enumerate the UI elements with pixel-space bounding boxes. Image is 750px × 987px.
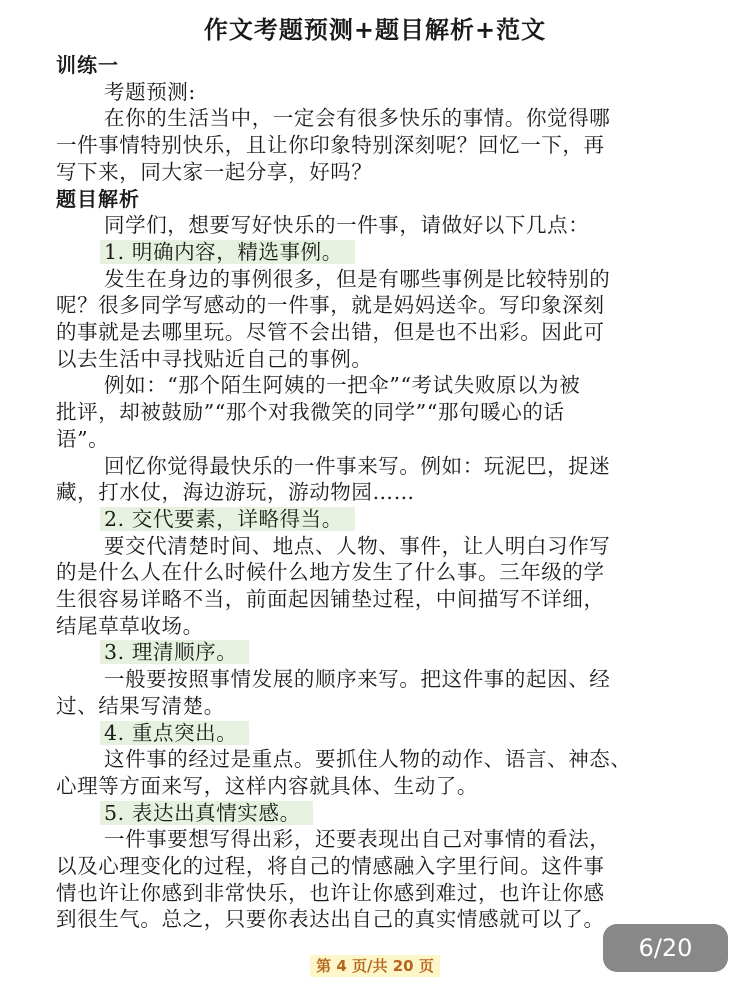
line-text: 2. 交代要素，详略得当。: [100, 507, 355, 531]
line-text: 发生在身边的事例很多，但是有哪些事例是比较特别的: [104, 266, 611, 291]
line-text: 训练一: [56, 53, 119, 77]
line-text: 这件事的经过是重点。要抓住人物的动作、语言、神态、: [104, 747, 632, 772]
paragraph-line: [56, 852, 605, 880]
line-text: 的是什么人在什么时候什么地方发生了什么事。三年级的学: [56, 560, 605, 585]
line-text: 题目解析: [56, 186, 140, 211]
line-text: 批评，却被鼓励”“那个对我微笑的同学”“那句暖心的话: [56, 400, 565, 425]
line-text: 以去生活中寻找贴近自己的事例。: [56, 346, 373, 371]
line-text: 藏，打水仗，海边游玩，游动物园……: [56, 480, 415, 505]
page-indicator-badge[interactable]: 6/20: [603, 924, 728, 972]
line-text: 同学们，想要写好快乐的一件事，请做好以下几点：: [104, 213, 590, 238]
line-text: 一般要按照事情发展的顺序来写。把这件事的起因、经: [104, 667, 611, 692]
line-text: 呢？很多同学写感动的一件事，就是妈妈送伞。写印象深刻: [56, 293, 605, 318]
paragraph-first-line: [104, 745, 632, 773]
paragraph-line: [56, 692, 225, 720]
paragraph-line: [56, 158, 373, 186]
paragraph-first-line: [104, 104, 610, 132]
paragraph-line: [56, 905, 605, 933]
line-text: 语”。: [56, 426, 110, 451]
paragraph-first-line: [104, 452, 610, 480]
line-text: 心理等方面来写，这样内容就具体、生动了。: [56, 773, 478, 798]
key-point: [104, 505, 355, 533]
key-point: [104, 719, 249, 747]
paragraph-first-line: [104, 825, 610, 853]
paragraph-line: [56, 558, 605, 586]
paragraph-line: [56, 585, 605, 613]
paragraph-line: [56, 478, 415, 506]
paragraph-line: [56, 398, 565, 426]
paragraph-line: [56, 879, 605, 907]
paragraph-line: [56, 291, 605, 319]
key-point: [104, 638, 249, 666]
line-text: 要交代清楚时间、地点、人物、事件，让人明白习作写: [104, 533, 611, 558]
document-title: 作文考题预测+题目解析+范文: [203, 16, 547, 44]
paragraph-line: [56, 612, 204, 640]
line-text: 在你的生活当中，一定会有很多快乐的事情。你觉得哪: [104, 106, 611, 131]
line-text: 情也许让你感到非常快乐，也许让你感到难过，也许让你感: [56, 880, 605, 905]
line-text: 生很容易详略不当，前面起因铺垫过程，中间描写不详细，: [56, 587, 605, 611]
line-text: 考题预测:: [104, 79, 196, 104]
paragraph-first-line: [104, 78, 196, 106]
line-text: 的事就是去哪里玩。尽管不会出错，但是也不出彩。因此可: [56, 320, 605, 344]
line-text: 过、结果写清楚。: [56, 693, 225, 718]
line-text: 例如：“那个陌生阿姨的一把伞”“考试失败原以为被: [104, 373, 581, 398]
line-text: 1. 明确内容，精选事例。: [100, 240, 355, 264]
line-text: 5. 表达出真情实感。: [100, 801, 313, 825]
footer-page-number: 第 4 页/共 20 页: [310, 955, 440, 977]
paragraph-line: [56, 318, 605, 346]
paragraph-line: [56, 772, 478, 800]
key-point: [104, 238, 355, 266]
line-text: 到很生气。总之，只要你表达出自己的真实情感就可以了。: [56, 907, 605, 932]
paragraph-first-line: [104, 371, 580, 399]
line-text: 结尾草草收场。: [56, 613, 204, 638]
line-text: 一件事要想写得出彩，还要表现出自己对事情的看法，: [104, 827, 611, 852]
paragraph-first-line: [104, 211, 589, 239]
paragraph-first-line: [104, 265, 610, 293]
line-text: 一件事情特别快乐，且让你印象特别深刻呢？回忆一下，再: [56, 133, 605, 158]
section-heading: [56, 185, 140, 213]
line-text: 回忆你觉得最快乐的一件事来写。例如：玩泥巴，捉迷: [104, 453, 611, 478]
paragraph-line: [56, 131, 605, 159]
line-text: 写下来，同大家一起分享，好吗？: [56, 159, 373, 184]
paragraph-line: [56, 425, 109, 453]
paragraph-line: [56, 345, 373, 373]
key-point: [104, 799, 313, 827]
line-text: 3. 理清顺序。: [100, 640, 249, 664]
paragraph-first-line: [104, 532, 610, 560]
paragraph-first-line: [104, 665, 610, 693]
section-heading: [56, 51, 119, 79]
line-text: 以及心理变化的过程，将自己的情感融入字里行间。这件事: [56, 854, 605, 878]
line-text: 4. 重点突出。: [100, 721, 249, 745]
